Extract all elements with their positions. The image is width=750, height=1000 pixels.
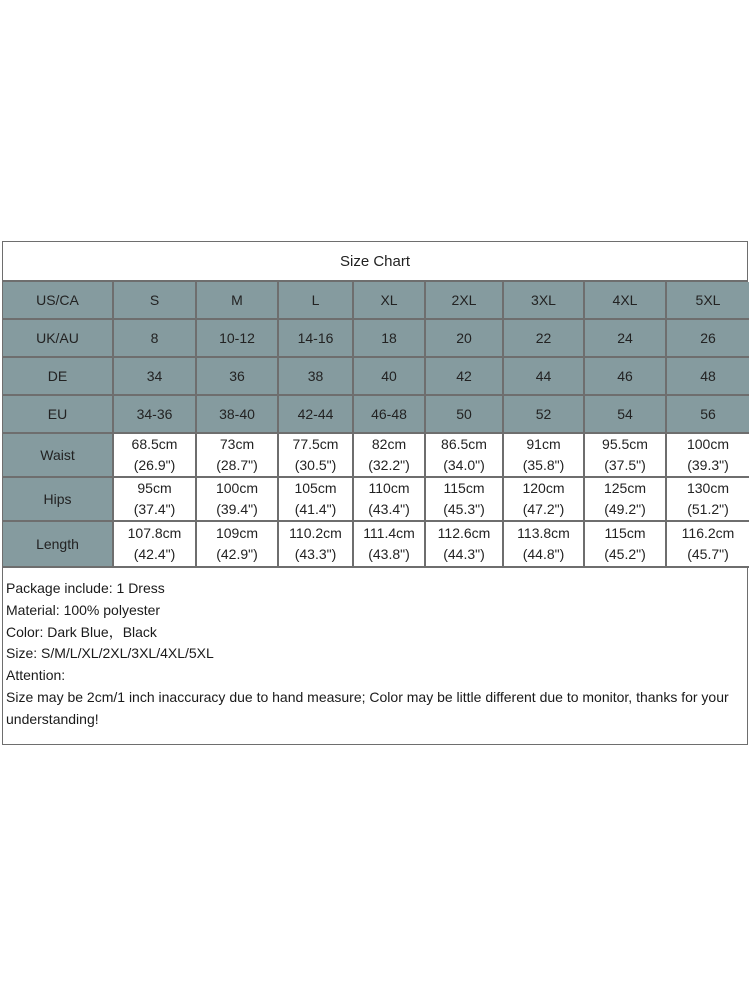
cm-value: 86.5cm bbox=[441, 436, 487, 452]
table-cell: 14-16 bbox=[278, 319, 353, 357]
inch-value: (41.4") bbox=[294, 501, 337, 517]
cm-value: 111.4cm bbox=[363, 525, 415, 541]
inch-value: (43.4") bbox=[368, 501, 410, 517]
cm-value: 116.2cm bbox=[681, 525, 735, 541]
inch-value: (39.3") bbox=[687, 457, 729, 473]
table-cell: 22 bbox=[503, 319, 584, 357]
table-cell: 46-48 bbox=[353, 395, 425, 433]
table-row-waist bbox=[3, 433, 749, 477]
inch-value: (32.2") bbox=[368, 457, 410, 473]
table-cell bbox=[196, 433, 278, 477]
cm-value: 100cm bbox=[686, 436, 730, 452]
inch-value: (45.2") bbox=[604, 546, 646, 562]
cm-value: 109cm bbox=[215, 525, 259, 541]
cm-value: 120cm bbox=[522, 480, 565, 496]
inch-value: (45.3") bbox=[443, 501, 485, 517]
table-cell bbox=[196, 521, 278, 567]
table-cell: 52 bbox=[503, 395, 584, 433]
table-cell: 40 bbox=[353, 357, 425, 395]
table-cell bbox=[113, 433, 196, 477]
table-cell: 34-36 bbox=[113, 395, 196, 433]
table-cell: 48 bbox=[666, 357, 749, 395]
size-header-cell: 5XL bbox=[666, 282, 749, 319]
size-header-cell: S bbox=[113, 282, 196, 319]
cm-value: 77.5cm bbox=[292, 436, 339, 452]
table-cell bbox=[666, 477, 749, 521]
inch-value: (45.7") bbox=[687, 546, 729, 562]
table-cell: 36 bbox=[196, 357, 278, 395]
table-cell: 18 bbox=[353, 319, 425, 357]
cm-value: 112.6cm bbox=[437, 525, 491, 541]
inch-value: (42.4") bbox=[133, 546, 176, 562]
cm-value: 110.2cm bbox=[289, 525, 342, 541]
product-notes bbox=[3, 568, 747, 731]
cm-value: 73cm bbox=[219, 436, 255, 452]
table-cell: 54 bbox=[584, 395, 666, 433]
table-cell bbox=[425, 477, 503, 521]
cm-value: 115cm bbox=[443, 480, 485, 496]
inch-value: (44.8") bbox=[522, 546, 565, 562]
size-header-cell: M bbox=[196, 282, 278, 319]
cm-value: 105cm bbox=[294, 480, 337, 496]
table-cell bbox=[278, 521, 353, 567]
size-header-cell: 2XL bbox=[425, 282, 503, 319]
table-cell: 34 bbox=[113, 357, 196, 395]
table-row-hips bbox=[3, 477, 749, 521]
table-cell bbox=[584, 433, 666, 477]
inch-value: (51.2") bbox=[687, 501, 729, 517]
table-cell bbox=[278, 433, 353, 477]
size-header-cell: 4XL bbox=[584, 282, 666, 319]
inch-value: (44.3") bbox=[443, 546, 485, 562]
table-cell: 38 bbox=[278, 357, 353, 395]
table-row-length bbox=[3, 521, 749, 567]
table-cell bbox=[503, 477, 584, 521]
cm-value: 100cm bbox=[215, 480, 259, 496]
cm-value: 130cm bbox=[686, 480, 730, 496]
cm-value: 95cm bbox=[137, 480, 172, 496]
inch-value: (43.8") bbox=[368, 546, 410, 562]
table-cell bbox=[584, 477, 666, 521]
table-cell: 42-44 bbox=[278, 395, 353, 433]
table-cell: 24 bbox=[584, 319, 666, 357]
table-row-uk-au bbox=[3, 319, 749, 357]
size-header-cell: XL bbox=[353, 282, 425, 319]
cm-value: 125cm bbox=[603, 480, 647, 496]
cm-value: 107.8cm bbox=[127, 525, 182, 541]
cm-value: 115cm bbox=[604, 525, 646, 541]
table-cell bbox=[425, 521, 503, 567]
table-cell: 56 bbox=[666, 395, 749, 433]
cm-value: 113.8cm bbox=[517, 525, 570, 541]
table-row-de bbox=[3, 357, 749, 395]
inch-value: (28.7") bbox=[216, 457, 258, 473]
row-label-hips: Hips bbox=[3, 477, 113, 521]
row-label-de: DE bbox=[3, 357, 113, 395]
inch-value: (39.4") bbox=[216, 501, 258, 517]
row-label-us-ca: US/CA bbox=[3, 282, 113, 319]
row-label-uk-au: UK/AU bbox=[3, 319, 113, 357]
table-cell: 8 bbox=[113, 319, 196, 357]
table-cell bbox=[278, 477, 353, 521]
inch-value: (37.5") bbox=[604, 457, 646, 473]
inch-value: (26.9") bbox=[133, 457, 176, 473]
note-size: Size: S/M/L/XL/2XL/3XL/4XL/5XL bbox=[6, 645, 214, 662]
row-label-eu: EU bbox=[3, 395, 113, 433]
note-material: Material: 100% polyester bbox=[6, 601, 161, 618]
size-header-cell: L bbox=[278, 282, 353, 319]
inch-value: (42.9") bbox=[216, 546, 258, 562]
table-cell bbox=[584, 521, 666, 567]
table-cell bbox=[503, 521, 584, 567]
cm-value: 68.5cm bbox=[131, 436, 178, 452]
size-chart-title: Size Chart bbox=[3, 242, 747, 282]
table-cell: 50 bbox=[425, 395, 503, 433]
inch-value: (43.3") bbox=[294, 546, 337, 562]
row-label-waist: Waist bbox=[3, 433, 113, 477]
cm-value: 91cm bbox=[526, 436, 561, 452]
cm-value: 110cm bbox=[368, 480, 410, 496]
table-cell: 26 bbox=[666, 319, 749, 357]
inch-value: (47.2") bbox=[522, 501, 565, 517]
inch-value: (49.2") bbox=[604, 501, 646, 517]
table-cell: 46 bbox=[584, 357, 666, 395]
inch-value: (30.5") bbox=[294, 457, 337, 473]
table-cell: 38-40 bbox=[196, 395, 278, 433]
note-package: Package include: 1 Dress bbox=[6, 580, 165, 596]
table-cell bbox=[666, 521, 749, 567]
row-label-length: Length bbox=[3, 521, 113, 567]
inch-value: (37.4") bbox=[133, 501, 176, 517]
table-cell bbox=[113, 521, 196, 567]
table-cell bbox=[425, 433, 503, 477]
table-cell bbox=[196, 477, 278, 521]
table-cell bbox=[113, 477, 196, 521]
size-table bbox=[3, 282, 749, 568]
table-cell bbox=[353, 521, 425, 567]
table-row-eu bbox=[3, 395, 749, 433]
inch-value: (34.0") bbox=[443, 457, 485, 473]
note-attention-text: Size may be 2cm/1 inch inaccuracy due to hand measure; Color may be little different due to monitor, thanks for your understanding! bbox=[6, 688, 729, 727]
table-cell bbox=[353, 433, 425, 477]
inch-value: (35.8") bbox=[522, 457, 565, 473]
note-color: Color: Dark Blue，Black bbox=[6, 623, 157, 640]
table-cell: 20 bbox=[425, 319, 503, 357]
size-header-cell: 3XL bbox=[503, 282, 584, 319]
table-cell: 42 bbox=[425, 357, 503, 395]
size-chart bbox=[2, 241, 748, 745]
cm-value: 95.5cm bbox=[602, 436, 648, 452]
cm-value: 82cm bbox=[371, 436, 407, 452]
note-attention-heading: Attention: bbox=[6, 667, 66, 684]
table-cell bbox=[666, 433, 749, 477]
table-row-us-ca bbox=[3, 282, 749, 319]
table-cell: 10-12 bbox=[196, 319, 278, 357]
table-cell: 44 bbox=[503, 357, 584, 395]
table-cell bbox=[503, 433, 584, 477]
table-cell bbox=[353, 477, 425, 521]
